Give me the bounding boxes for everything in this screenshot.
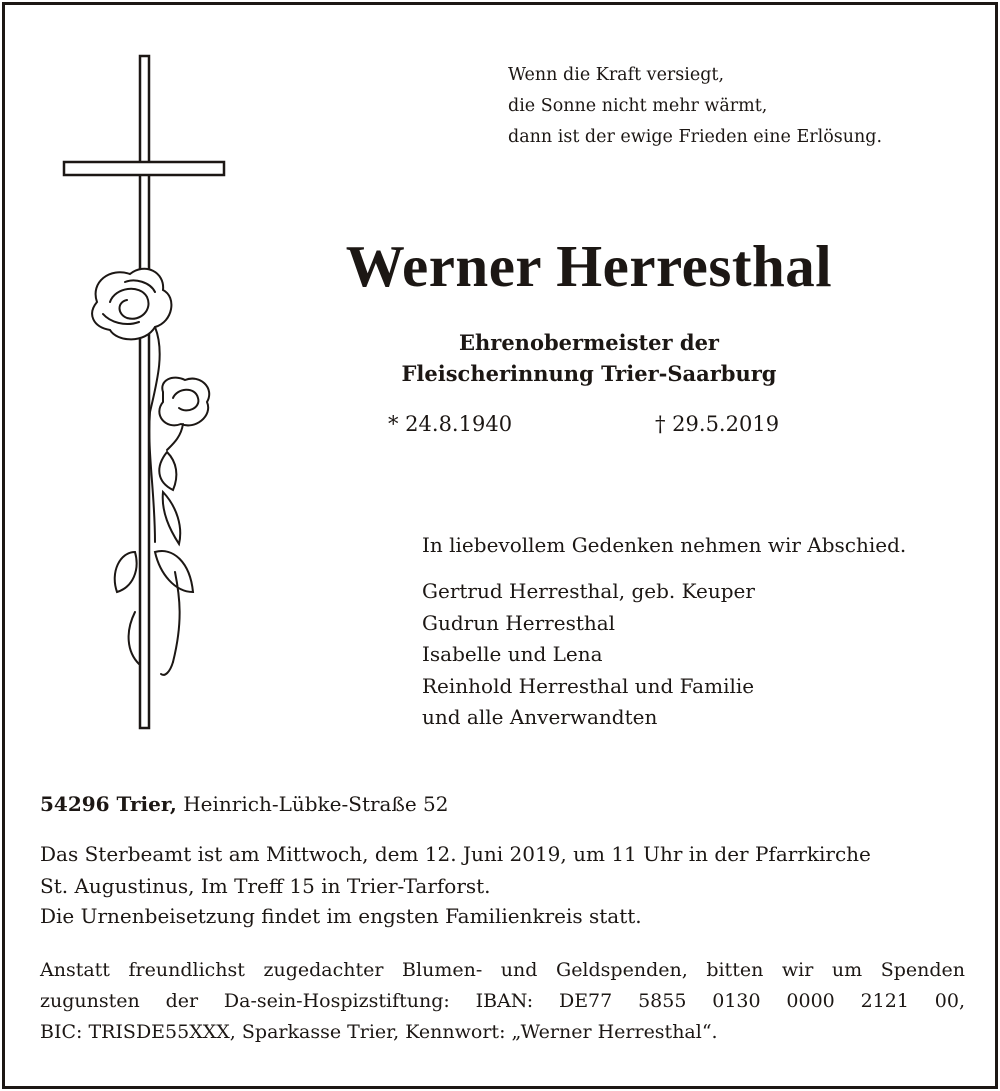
donation-info bbox=[40, 955, 965, 1048]
address-city: 54296 Trier, bbox=[40, 792, 177, 816]
mourner: und alle Anverwandten bbox=[422, 705, 658, 729]
mourner: Isabelle und Lena bbox=[422, 642, 603, 666]
birth-date: * 24.8.1940 bbox=[388, 412, 513, 436]
mourner: Gertrud Herresthal, geb. Keuper bbox=[422, 579, 755, 603]
address-street: Heinrich-Lübke-Straße 52 bbox=[176, 792, 449, 816]
service-info bbox=[40, 839, 871, 902]
motto-line: dann ist der ewige Frieden eine Erlösung. bbox=[508, 127, 883, 147]
donation-line: Anstatt freundlichst zugedachter Blumen- und Geldspenden, bitten wir um Spenden bbox=[40, 959, 965, 981]
motto bbox=[508, 60, 882, 153]
mourners-list bbox=[422, 576, 755, 734]
deceased-title bbox=[0, 327, 1000, 389]
address bbox=[40, 792, 449, 816]
service-line: Das Sterbeamt ist am Mittwoch, dem 12. Juni 2019, um 11 Uhr in der Pfarrkirche bbox=[40, 842, 871, 866]
motto-line: Wenn die Kraft versiegt, bbox=[508, 65, 725, 85]
death-date: † 29.5.2019 bbox=[655, 412, 780, 436]
title-line: Ehrenobermeister der bbox=[458, 330, 719, 355]
cross-with-roses-icon bbox=[55, 52, 230, 742]
title-line: Fleischerinnung Trier-Saarburg bbox=[401, 361, 777, 386]
donation-line: BIC: TRISDE55XXX, Sparkasse Trier, Kennwort: „Werner Herresthal“. bbox=[40, 1021, 718, 1043]
deceased-name: Werner Herresthal bbox=[345, 233, 833, 299]
mourner: Reinhold Herresthal und Familie bbox=[422, 673, 755, 698]
donation-line: zugunsten der Da-sein-Hospizstiftung: IBAN: DE77 5855 0130 0000 2121 00, bbox=[40, 990, 965, 1012]
service-line: St. Augustinus, Im Treff 15 in Trier-Tarforst. bbox=[40, 873, 491, 898]
motto-line: die Sonne nicht mehr wärmt, bbox=[508, 96, 768, 116]
closing-text: In liebevollem Gedenken nehmen wir Abschied. bbox=[422, 533, 907, 557]
urn-info: Die Urnenbeisetzung findet im engsten Familienkreis statt. bbox=[40, 904, 642, 928]
mourner: Gudrun Herresthal bbox=[422, 610, 616, 635]
